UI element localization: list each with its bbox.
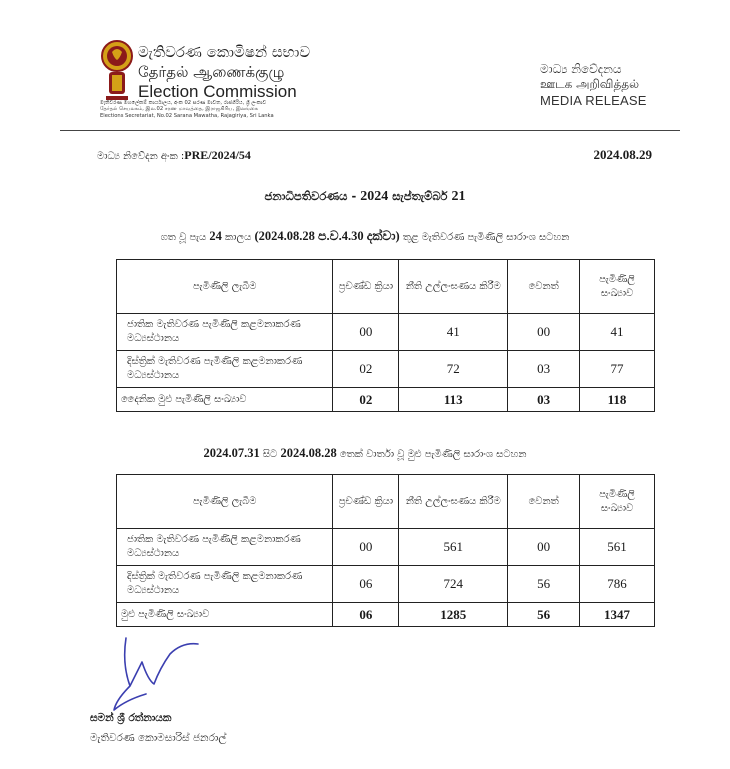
row-label: දිස්ත්‍රික් මැතිවරණ පැමිණිලි කළමනාකරණ මධ්‍යස්ථානය <box>117 351 333 388</box>
organization-name <box>138 42 328 102</box>
table-row <box>117 314 655 351</box>
violence-cell: 00 <box>333 529 399 566</box>
violation-total: 1285 <box>399 603 508 627</box>
other-cell: 56 <box>508 566 580 603</box>
table-header-row <box>117 475 655 529</box>
handwritten-signature <box>112 634 212 714</box>
header-other: වෙනත් <box>508 475 580 529</box>
release-date: 2024.08.29 <box>593 147 652 162</box>
media-release-english: MEDIA RELEASE <box>540 93 647 108</box>
reference-label: මාධ්‍ය නිවේදන අංක : <box>97 151 185 162</box>
title-year: 2024 <box>360 189 389 204</box>
address-line-tamil: தேர்தல் செயலகம், இல.02 சரண மாவத்தை, இராஜகிரிய, இலங்கை <box>100 106 259 113</box>
table-row <box>117 351 655 388</box>
reference-value: PRE/2024/54 <box>184 148 251 162</box>
section1-heading <box>0 229 730 244</box>
org-name-tamil: தேர்தல் ஆணைக்குழு <box>138 63 285 81</box>
document-title <box>0 189 730 205</box>
total-cell: 41 <box>580 314 655 351</box>
title-election: ජනාධිපතිවරණය - <box>264 189 361 203</box>
section1-period: (2024.08.28 ප.ව.4.30 දක්වා) <box>254 229 400 243</box>
violation-cell: 561 <box>399 529 508 566</box>
header-violence: ප්‍රචණ්ඩ ක්‍රියා <box>333 475 399 529</box>
violence-cell: 02 <box>333 351 399 388</box>
media-release-heading <box>540 62 670 109</box>
header-complaint-count: පැමිණිලි සංඛ්‍යාව <box>580 260 655 314</box>
reference-number <box>97 148 251 163</box>
section2-to-date: 2024.08.28 <box>280 446 337 460</box>
section2-from-date: 2024.07.31 <box>203 446 260 460</box>
grand-total: 1347 <box>580 603 655 627</box>
total-cell: 77 <box>580 351 655 388</box>
header-complaint-source: පැමිණිලි ලැබීම <box>117 260 333 314</box>
cumulative-complaints-table <box>116 474 655 627</box>
title-month: සැප්තැම්බර් <box>388 189 452 203</box>
address-line-english: Elections Secretariat, No.02 Sarana Mawatha, Rajagiriya, Sri Lanka <box>100 112 274 119</box>
daily-complaints-table <box>116 259 655 412</box>
media-release-sinhala: මාධ්‍ය නිවේදනය <box>540 62 622 76</box>
section2-heading <box>0 446 730 461</box>
other-cell: 00 <box>508 314 580 351</box>
header-divider <box>60 130 680 131</box>
table-header-row <box>117 260 655 314</box>
section1-heading-pre: ගත වූ පැය <box>160 232 210 243</box>
table-total-row <box>117 603 655 627</box>
other-total: 56 <box>508 603 580 627</box>
violence-cell: 06 <box>333 566 399 603</box>
header-other: වෙනත් <box>508 260 580 314</box>
election-commission-emblem <box>100 40 134 106</box>
org-address <box>100 100 330 119</box>
total-row-label: දෛනික මුළු පැමිණිලි සංඛ්‍යාව <box>117 388 333 412</box>
address-line-sinhala: මැතිවරණ මහලේකම් කාර්යාලය, අංක 02 සරණ මාවත, රාජගිරිය, ශ්‍රී ලංකාව <box>100 100 267 106</box>
signer-title: මැතිවරණ කොමසාරිස් ජනරාල් <box>90 732 227 744</box>
org-name-sinhala: මැතිවරණ කොමිෂන් සභාව <box>138 43 311 61</box>
header-complaint-source: පැමිණිලි ලැබීම <box>117 475 333 529</box>
section1-heading-post: තුළ මැතිවරණ පැමිණිලි සාරාංශ සටහන <box>399 232 570 243</box>
table-row <box>117 529 655 566</box>
org-name-english: Election Commission <box>138 82 297 101</box>
violence-total: 06 <box>333 603 399 627</box>
violation-cell: 72 <box>399 351 508 388</box>
total-cell: 561 <box>580 529 655 566</box>
signer-name: සමන් ශ්‍රී රත්නායක <box>90 712 172 724</box>
row-label: ජාතික මැතිවරණ පැමිණිලි කළමනාකරණ මධ්‍යස්ථානය <box>117 314 333 351</box>
other-cell: 03 <box>508 351 580 388</box>
section2-from-label: සිට <box>259 449 281 460</box>
header-law-violation: නීති උල්ලංඝණය කිරීම <box>399 475 508 529</box>
other-total: 03 <box>508 388 580 412</box>
violence-cell: 00 <box>333 314 399 351</box>
header-complaint-count: පැමිණිලි සංඛ්‍යාව <box>580 475 655 529</box>
header-violence: ප්‍රචණ්ඩ ක්‍රියා <box>333 260 399 314</box>
section1-heading-mid: කාලය <box>221 232 255 243</box>
table-row <box>117 566 655 603</box>
header-law-violation: නීති උල්ලංඝණය කිරීම <box>399 260 508 314</box>
row-label: ජාතික මැතිවරණ පැමිණිලි කළමනාකරණ මධ්‍යස්ථානය <box>117 529 333 566</box>
other-cell: 00 <box>508 529 580 566</box>
violation-cell: 724 <box>399 566 508 603</box>
violation-total: 113 <box>399 388 508 412</box>
grand-total: 118 <box>580 388 655 412</box>
section1-hours: 24 <box>209 229 222 243</box>
media-release-tamil: ஊடக அறிவித்தல் <box>540 77 640 91</box>
violation-cell: 41 <box>399 314 508 351</box>
violence-total: 02 <box>333 388 399 412</box>
row-label: දිස්ත්‍රික් මැතිවරණ පැමිණිලි කළමනාකරණ මධ්‍යස්ථානය <box>117 566 333 603</box>
table-total-row <box>117 388 655 412</box>
total-cell: 786 <box>580 566 655 603</box>
section2-heading-post: තෙක් වාර්තා වූ මුළු පැමිණිලි සාරාංශ සටහන <box>336 449 527 460</box>
total-row-label: මුළු පැමිණිලි සංඛ්‍යාව <box>117 603 333 627</box>
title-day: 21 <box>451 189 466 204</box>
